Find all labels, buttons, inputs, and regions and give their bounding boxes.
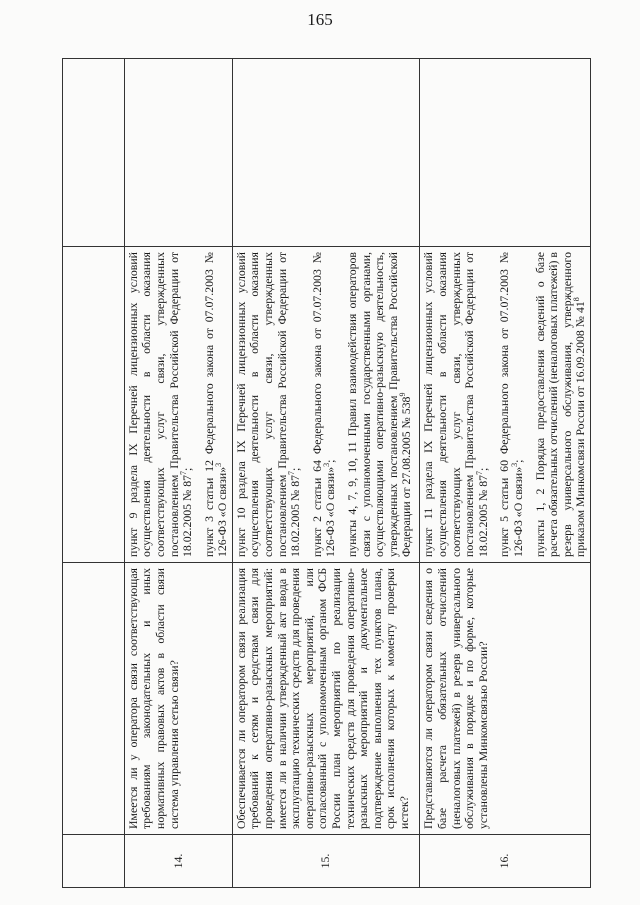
- row-number: 14.: [170, 853, 185, 869]
- empty-extra-cell: [420, 59, 590, 247]
- table-row: [419, 59, 590, 887]
- table-row-header: [63, 59, 124, 887]
- empty-extra-cell: [125, 59, 232, 247]
- row-number: 15.: [318, 853, 333, 869]
- row-number: 16.: [497, 853, 512, 869]
- table-row: [124, 59, 232, 887]
- rotated-table-area: [62, 58, 591, 888]
- question-text: Представляются ли оператором связи сведения о базе расчета обязательных отчислений (неналоговых платежей) в резерв универсального обслуживания в порядке и по форме, которые установлены Минкомсвязью России?: [420, 563, 590, 835]
- legal-reference: пункт 11 раздела IX Перечней лицензионных условий осуществления деятельности в области оказания соответствующих услуг связи, утвержденных постановлением Правительства Российской Федерации от 18.02.2005 № $87^7$;: [421, 252, 490, 557]
- empty-question-cell: [63, 563, 124, 835]
- legal-reference: пункты 1, 2 Порядка предоставления сведений о базе расчета обязательных отчислений (неналоговых платежей) в резерв универсального обслуживания, утвержденного приказом Минкомсвязи России от 16.09.2008 № $41^8$: [532, 252, 588, 557]
- question-text: Имеется ли у оператора связи соответствующая требованиям законодательных и иных нормативных правовых актов в области связи система управления сетью связи?: [125, 563, 232, 835]
- legal-reference: пункт 2 статьи 64 Федерального закона от 07.07.2003 № 126-ФЗ «О связи»$^3$;: [309, 252, 338, 557]
- empty-extra-cell: [63, 59, 124, 247]
- question-text: Обеспечивается ли оператором связи реализация требований к сетям и средствам связи для проведения оперативно-разыскных мероприятий: имеется ли в наличии утвержденный акт ввода в эксплуатацию технических средств для проведения оперативно-разыскных мероприятий, или согласованный с уполномоченным органом ФСБ России план мероприятий по реализации технических средств для проведения оперативно-разыскных мероприятий и документальное подтверждение выполнения тех пунктов плана, срок исполнения которых к моменту проверки истек?: [233, 563, 420, 835]
- legal-references: [233, 247, 420, 563]
- empty-num-cell: [63, 835, 124, 887]
- legal-reference: пункты 4, 7, 9, 10, 11 Правил взаимодействия операторов связи с уполномоченными государственными органами, осуществляющими оперативно-разыскную деятельность, утвержденных постановлением Правительства Российской Федерации от 27.08.2005 № $538^9$: [345, 252, 414, 557]
- legal-reference: пункт 10 раздела IX Перечней лицензионных условий осуществления деятельности в области оказания соответствующих услуг связи, утвержденных постановлением Правительства Российской Федерации от 18.02.2005 № $87^7$;: [233, 252, 303, 557]
- table-row: [232, 59, 420, 887]
- page-number: 165: [307, 10, 333, 29]
- legal-reference: пункт 3 статьи 12 Федерального закона от 07.07.2003 № 126-ФЗ «О связи»$^3$: [201, 252, 230, 557]
- legal-references: [125, 247, 232, 563]
- empty-law-cell: [63, 247, 124, 563]
- legal-references: [420, 247, 590, 563]
- legal-reference: пункт 9 раздела IX Перечней лицензионных условий осуществления деятельности в области оказания соответствующих услуг связи, утвержденных постановлением Правительства Российской Федерации от 18.02.2005 № $87^7$;: [125, 252, 195, 557]
- requirements-table: [62, 58, 591, 888]
- legal-reference: пункт 5 статьи 60 Федерального закона от 07.07.2003 № 126-ФЗ «О связи»$^3$;: [497, 252, 526, 557]
- empty-extra-cell: [233, 59, 420, 247]
